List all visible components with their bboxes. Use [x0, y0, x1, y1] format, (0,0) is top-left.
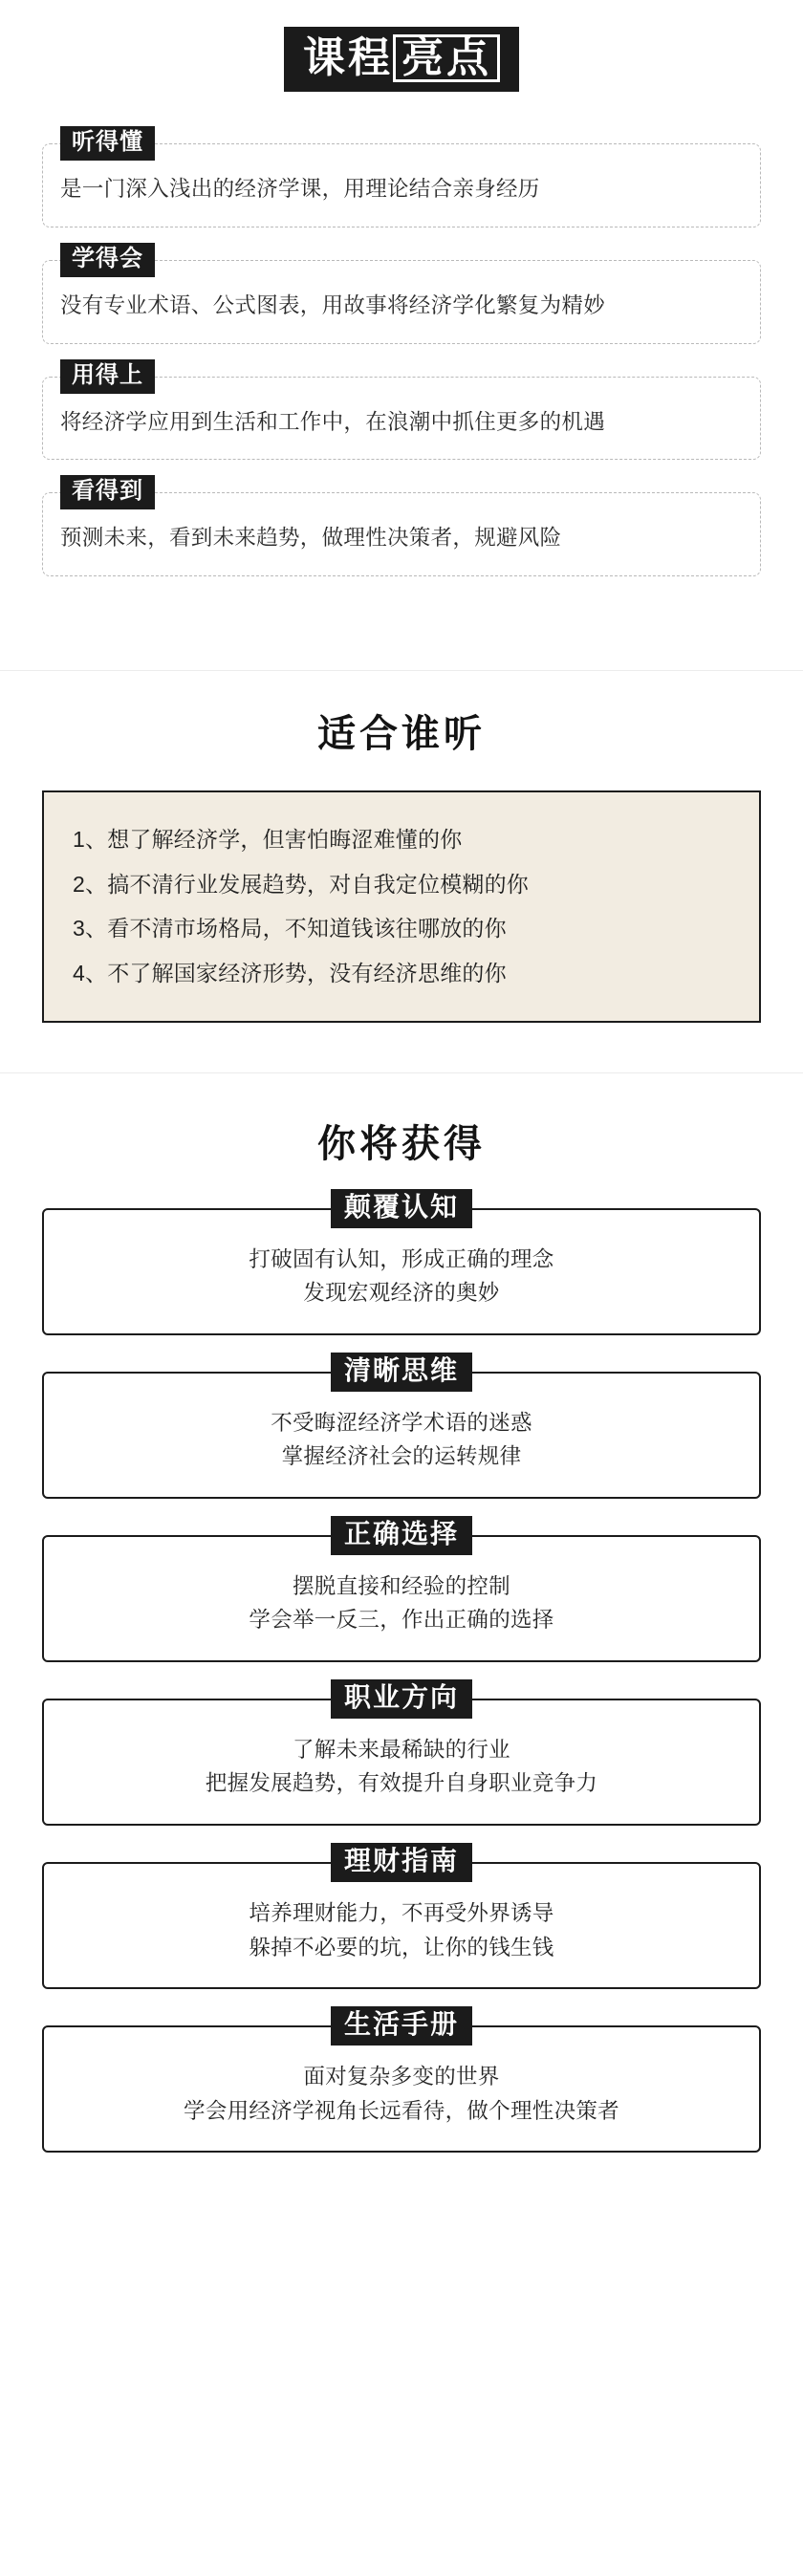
gain-line: 培养理财能力，不再受外界诱导: [249, 1901, 554, 1925]
audience-line: 4、不了解国家经济形势，没有经济思维的你: [73, 960, 507, 985]
gain-line: 把握发展趋势，有效提升自身职业竞争力: [205, 1771, 598, 1796]
highlight-tag: 看得到: [60, 475, 155, 509]
gain-item: [42, 1846, 761, 1989]
gain-line: 躲掉不必要的坑，让你的钱生钱: [249, 1935, 554, 1959]
highlight-item: [42, 129, 761, 227]
gain-line: 摆脱直接和经验的控制: [292, 1573, 510, 1598]
highlight-tag: 学得会: [60, 243, 155, 277]
gain-item: [42, 1681, 761, 1826]
gain-line: 学会用经济学视角长远看待，做个理性决策者: [183, 2098, 619, 2123]
highlight-text: 没有专业术语、公式图表，用故事将经济学化繁复为精妙: [60, 292, 606, 317]
gain-item: [42, 1354, 761, 1499]
highlight-item: [42, 361, 761, 461]
highlight-tag: 用得上: [60, 359, 155, 394]
gain-list: [42, 1191, 761, 2154]
gain-item: [42, 1191, 761, 1335]
highlight-item: [42, 245, 761, 344]
gain-line: 不受晦涩经济学术语的迷惑: [271, 1410, 532, 1435]
gain-line: 打破固有认知，形成正确的理念: [249, 1246, 554, 1271]
gain-tag: 颠覆认知: [331, 1189, 472, 1228]
gain-title: 你将获得: [317, 1122, 486, 1165]
gain-line: 发现宏观经济的奥妙: [303, 1281, 500, 1306]
gain-tag: 清晰思维: [331, 1353, 472, 1392]
highlight-text: 将经济学应用到生活和工作中，在浪潮中抓住更多的机遇: [60, 409, 606, 434]
highlight-text: 是一门深入浅出的经济学课，用理论结合亲身经历: [60, 177, 540, 201]
audience-line: 3、看不清市场格局，不知道钱该往哪放的你: [73, 916, 507, 942]
gain-line: 面对复杂多变的世界: [303, 2065, 500, 2089]
gain-item: [42, 1518, 761, 1662]
audience-line: 2、搞不清行业发展趋势，对自我定位模糊的你: [73, 871, 529, 897]
highlights-list: [42, 129, 761, 576]
section-what-you-gain: [0, 1072, 803, 2247]
audience-box: [42, 790, 761, 1023]
section-target-audience: [0, 670, 803, 1072]
audience-line: 1、想了解经济学，但害怕晦涩难懂的你: [73, 827, 463, 852]
highlights-title-part1: 课程: [303, 34, 393, 81]
gain-line: 了解未来最稀缺的行业: [292, 1737, 510, 1762]
highlights-title-part2: 亮点: [393, 34, 500, 82]
gain-line: 学会举一反三，作出正确的选择: [249, 1608, 554, 1633]
section-course-highlights: [0, 0, 803, 670]
gain-tag: 正确选择: [331, 1516, 472, 1555]
gain-tag: 理财指南: [331, 1843, 472, 1882]
gain-item: [42, 2009, 761, 2153]
audience-title: 适合谁听: [317, 713, 486, 755]
highlight-tag: 听得懂: [60, 126, 155, 161]
gain-tag: 职业方向: [331, 1679, 472, 1719]
highlights-title: [284, 27, 519, 92]
highlight-item: [42, 478, 761, 576]
gain-line: 掌握经济社会的运转规律: [281, 1444, 522, 1469]
highlight-text: 预测未来，看到未来趋势，做理性决策者，规避风险: [60, 526, 562, 551]
highlights-title-wrap: [42, 27, 761, 92]
gain-tag: 生活手册: [331, 2006, 472, 2046]
